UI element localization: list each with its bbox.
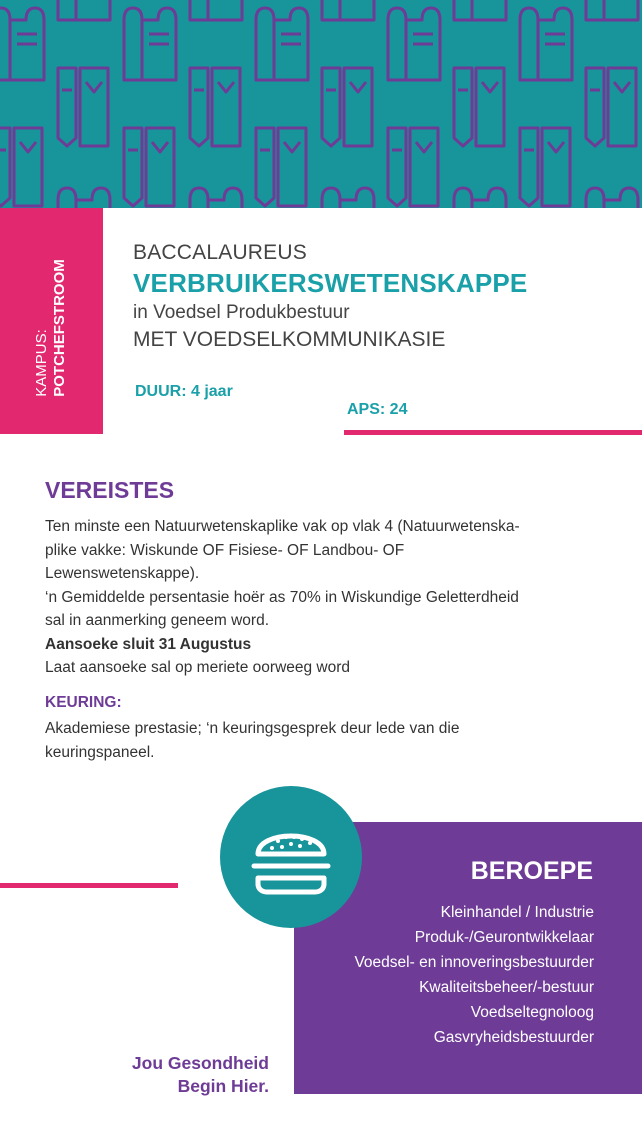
degree-title: BACCALAUREUS: [133, 241, 307, 264]
book-pattern-icon: [256, 8, 308, 80]
book-pattern-icon: [58, 0, 110, 20]
book-pattern-icon: [454, 68, 504, 146]
requirements-line: sal in aanmerking geneem word.: [45, 612, 270, 629]
duration-label: DUUR: 4 jaar: [135, 383, 233, 400]
book-pattern-icon: [0, 128, 42, 206]
requirements-body: [45, 515, 605, 680]
late-applications: Laat aansoeke sal op meriete oorweeg word: [45, 659, 351, 676]
focus-title: MET VOEDSELKOMMUNIKASIE: [133, 328, 446, 351]
book-pattern-icon: [388, 128, 438, 206]
campus-name: POTCHEFSTROOM: [51, 259, 68, 397]
divider-right: [344, 430, 642, 435]
book-pattern-icon: [58, 188, 110, 208]
header-book-pattern: [0, 0, 642, 208]
program-titles: [133, 241, 527, 352]
selection-line: Akademiese prestasie; ‘n keuringsgesprek deur lede van die: [45, 720, 460, 737]
book-pattern-icon: [454, 188, 506, 208]
career-item: Produk-/Geurontwikkelaar: [414, 929, 594, 946]
selection-line: keuringspaneel.: [45, 743, 155, 761]
book-pattern-icon: [322, 68, 372, 146]
career-item: Gasvryheidsbestuurder: [433, 1029, 594, 1046]
specialisation-title: in Voedsel Produkbestuur: [133, 302, 350, 323]
book-pattern-icon: [124, 8, 176, 80]
book-pattern-icon: [586, 0, 638, 20]
requirements-line: Lewenswetenskappe).: [45, 565, 200, 582]
burger-icon: [220, 786, 362, 928]
career-item: Kleinhandel / Industrie: [440, 904, 594, 921]
book-pattern-icon: [586, 188, 638, 208]
slogan-line: Begin Hier.: [177, 1076, 269, 1096]
careers-list: [354, 900, 594, 1050]
book-pattern-icon: [322, 188, 374, 208]
book-pattern-icon: [190, 0, 242, 20]
book-pattern-icon: [190, 68, 240, 146]
career-item: Kwaliteitsbeheer/-bestuur: [419, 979, 594, 996]
career-item: Voedsel- en innoveringsbestuurder: [354, 954, 594, 971]
book-pattern-icon: [454, 0, 506, 20]
field-title: VERBRUIKERSWETENSKAPPE: [133, 268, 528, 298]
book-pattern-icon: [0, 0, 642, 208]
slogan: [132, 1052, 269, 1098]
campus-label: [33, 259, 69, 397]
requirements-line: Ten minste een Natuurwetenskaplike vak op vlak 4 (Natuurwetenska-: [45, 518, 520, 535]
book-pattern-icon: [388, 8, 440, 80]
selection-heading: KEURING:: [45, 694, 122, 711]
book-pattern-icon: [322, 0, 374, 20]
book-pattern-icon: [256, 128, 306, 206]
book-pattern-icon: [586, 68, 636, 146]
book-pattern-icon: [520, 8, 572, 80]
selection-body: [45, 717, 565, 764]
application-deadline: Aansoeke sluit 31 Augustus: [45, 635, 252, 653]
burger-badge: [220, 786, 362, 928]
book-pattern-icon: [520, 128, 570, 206]
campus-title: KAMPUS:: [33, 329, 50, 397]
requirements-line: plike vakke: Wiskunde OF Fisiese- OF Landbou- OF: [45, 541, 405, 559]
book-pattern-icon: [190, 188, 242, 208]
career-item: Voedseltegnoloog: [470, 1004, 594, 1021]
book-pattern-icon: [0, 8, 44, 80]
book-pattern-icon: [124, 128, 174, 206]
requirements-heading: VEREISTES: [45, 477, 175, 503]
careers-heading: BEROEPE: [470, 857, 593, 885]
slogan-line: Jou Gesondheid: [131, 1053, 269, 1073]
requirements-line: ‘n Gemiddelde persentasie hoër as 70% in Wiskundige Geletterdheid: [45, 588, 519, 606]
book-pattern-icon: [58, 68, 108, 146]
aps-label: APS: 24: [347, 401, 408, 418]
divider-left: [0, 883, 178, 888]
